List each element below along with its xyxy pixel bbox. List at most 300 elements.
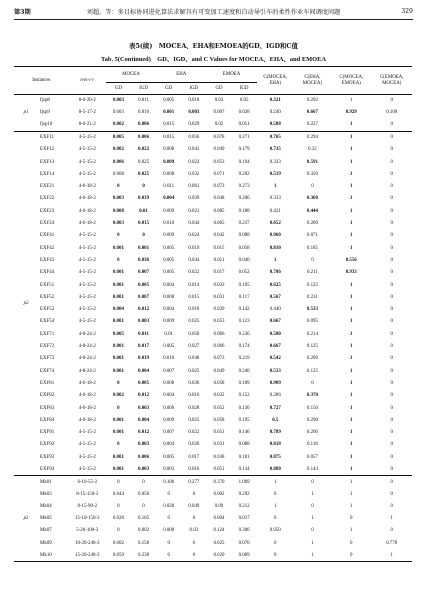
metric-cell: 1 — [350, 454, 353, 460]
instance-params: 4-5-15-2 — [78, 454, 96, 460]
metric-cell: 0.929 — [345, 110, 357, 116]
metric-cell: 0 — [390, 184, 393, 190]
instance-params: 4-5-15-2 — [78, 307, 96, 313]
metric-cell: 0.025 — [213, 540, 225, 546]
header-rule — [14, 19, 413, 20]
col-c-emoea-mocea: C(EMOEA, MOCEA) — [371, 67, 412, 95]
instance-name: EXF52 — [40, 294, 55, 300]
instance-params: 4-5-15-2 — [78, 294, 96, 300]
col-c-mocea-eha: C(MOCEA, EHA) — [257, 67, 294, 95]
metric-cell: 0 — [390, 294, 393, 300]
group-label: p2 — [23, 300, 29, 306]
metric-cell: 0.073 — [213, 356, 225, 362]
metric-cell: 0.001 — [112, 368, 124, 374]
metric-cell: 0.001 — [112, 430, 124, 436]
metric-cell: 0.004 — [112, 307, 124, 313]
instance-params: 4-6-18-2 — [78, 380, 96, 386]
table-row — [14, 316, 412, 328]
table-row — [14, 463, 412, 475]
metric-cell: 0.004 — [163, 196, 175, 202]
metric-cell: 0.020 — [213, 552, 225, 558]
metric-cell: 0 — [390, 417, 393, 423]
instance-name: EXF53 — [40, 307, 55, 313]
metric-cell: 0.001 — [112, 344, 124, 350]
metric-cell: 0.292 — [238, 491, 250, 497]
metric-cell: 0 — [311, 380, 314, 386]
metric-cell: 0 — [390, 380, 393, 386]
metric-cell: 0.003 — [112, 110, 124, 116]
metric-cell: 1 — [311, 491, 314, 497]
metric-cell: 0.010 — [163, 221, 175, 227]
metric-cell: 0.005 — [163, 454, 175, 460]
instance-name: EXF22 — [40, 196, 55, 202]
metric-cell: 0.012 — [138, 307, 150, 313]
metric-cell: 0.004 — [213, 516, 225, 522]
metric-cell: 0.015 — [213, 245, 225, 251]
metric-cell: 0.188 — [238, 208, 250, 214]
metric-cell: 0.003 — [112, 221, 124, 227]
metric-cell: 0.142 — [238, 307, 250, 313]
instance-params: 4-6-18-2 — [78, 393, 96, 399]
metric-cell: 0.002 — [112, 122, 124, 128]
metric-cell: 0.005 — [138, 380, 150, 386]
metric-cell: 0.360 — [306, 196, 318, 202]
metric-cell: 0.044 — [188, 257, 200, 263]
metric-cell: 0.029 — [188, 122, 200, 128]
metric-cell: 0.212 — [238, 503, 250, 509]
metric-cell: 0.011 — [138, 331, 149, 337]
metric-cell: 0.004 — [163, 282, 175, 288]
metric-cell: 0.025 — [138, 159, 150, 165]
metric-cell: 0.049 — [213, 368, 225, 374]
metric-cell: 0 — [117, 405, 120, 411]
metric-cell: 0 — [117, 233, 120, 239]
instance-name: Mk10 — [40, 552, 52, 558]
table-row — [14, 131, 412, 143]
metric-cell: 0.134 — [238, 466, 250, 472]
metric-cell: 0.051 — [238, 122, 250, 128]
metric-cell: 0.016 — [188, 466, 200, 472]
metric-cell: 0.053 — [213, 159, 225, 165]
metric-cell: 0.066 — [213, 344, 225, 350]
instance-name: EXF44 — [40, 270, 55, 276]
metric-cell: 0.004 — [138, 417, 150, 423]
instance-params: 4-6-18-2 — [78, 184, 96, 190]
table-row — [14, 488, 412, 500]
table-row — [14, 513, 412, 525]
instance-name: EXF51 — [40, 282, 55, 288]
metric-cell: 0.056 — [188, 331, 200, 337]
metric-cell: 0.292 — [306, 98, 318, 104]
metric-cell: 0.008 — [163, 528, 175, 534]
metric-cell: 0.778 — [386, 540, 398, 546]
metric-cell: 0 — [117, 479, 120, 485]
metric-cell: 0.200 — [306, 221, 318, 227]
metric-cell: 1 — [350, 393, 353, 399]
metric-cell: 0.009 — [163, 417, 175, 423]
metric-cell: 0.011 — [163, 184, 175, 190]
metric-cell: 1.069 — [238, 479, 250, 485]
metric-cell: 0 — [350, 552, 353, 558]
instance-name: EXF12 — [40, 147, 55, 153]
metric-cell: 0.240 — [238, 368, 250, 374]
metric-cell: 0.048 — [213, 196, 225, 202]
metric-cell: 1 — [350, 233, 353, 239]
instance-name: Mk05 — [40, 516, 52, 522]
col-c-eha-mocea: C(EHA, MOCEA) — [294, 67, 331, 95]
metric-cell: 1 — [350, 135, 353, 141]
metric-cell: 0.810 — [269, 245, 281, 251]
metric-cell: 0.005 — [138, 282, 150, 288]
metric-cell: 0.100 — [386, 110, 398, 116]
instance-params: 6-10-55-2 — [77, 479, 98, 485]
metric-cell: 0.028 — [238, 110, 250, 116]
metric-cell: 0 — [350, 540, 353, 546]
instance-params: 4-6-18-2 — [78, 405, 96, 411]
metric-cell: 1 — [350, 294, 353, 300]
metric-cell: 0.200 — [306, 356, 318, 362]
metric-cell: 0.333 — [269, 196, 281, 202]
running-header — [14, 5, 413, 17]
table-row — [14, 353, 412, 365]
metric-cell: 0.022 — [188, 159, 200, 165]
metric-cell: 1 — [274, 503, 277, 509]
metric-cell: 0.007 — [163, 430, 175, 436]
metric-cell: 0.002 — [213, 491, 225, 497]
table-row — [14, 291, 412, 303]
metric-cell: 0.061 — [188, 184, 200, 190]
metric-cell: 1 — [350, 245, 353, 251]
metric-cell: 0.818 — [269, 442, 281, 448]
metric-cell: 0.202 — [238, 171, 250, 177]
instance-name: Mk04 — [40, 503, 52, 509]
metric-cell: 0.290 — [306, 417, 318, 423]
metric-cell: 0 — [311, 479, 314, 485]
metric-cell: 0.933 — [345, 270, 357, 276]
metric-cell: 1 — [274, 479, 277, 485]
table-row — [14, 549, 412, 561]
metric-cell: 0.002 — [112, 393, 124, 399]
instance-params: 8-15-150-3 — [76, 491, 99, 497]
instance-params: 8-5-17-2 — [78, 110, 96, 116]
metric-cell: 0.667 — [269, 344, 281, 350]
metric-cell: 0.017 — [138, 344, 150, 350]
metric-cell: 0.048 — [188, 356, 200, 362]
col-mocea-gd: GD — [106, 83, 131, 95]
instance-name: EXF72 — [40, 344, 55, 350]
instance-params: 4-6-18-2 — [78, 221, 96, 227]
table-header — [14, 67, 412, 95]
metric-cell: 0 — [390, 221, 393, 227]
metric-cell: 0.017 — [188, 454, 200, 460]
metric-cell: 0.003 — [138, 319, 150, 325]
metric-cell: 0 — [390, 479, 393, 485]
instance-params: 8-6-20-2 — [78, 98, 96, 104]
metric-cell: 0.5 — [272, 417, 279, 423]
instance-params: 4-8-24-2 — [78, 331, 96, 337]
table-row — [14, 414, 412, 426]
table-row — [14, 193, 412, 205]
metric-cell: 0.069 — [238, 552, 250, 558]
metric-cell: 0 — [274, 540, 277, 546]
metric-cell: 0.007 — [138, 294, 150, 300]
metric-cell: 1 — [350, 208, 353, 214]
metric-cell: 0.533 — [269, 368, 281, 374]
metric-cell: 0.007 — [138, 270, 150, 276]
metric-cell: 1 — [350, 356, 353, 362]
metric-cell: 0.185 — [306, 245, 318, 251]
metric-cell: 0.533 — [306, 307, 318, 313]
metric-cell: 0.003 — [138, 405, 150, 411]
metric-cell: 0.038 — [213, 454, 225, 460]
metric-cell: 0.012 — [138, 430, 150, 436]
metric-cell: 0 — [390, 503, 393, 509]
metric-cell: 0.004 — [163, 307, 175, 313]
instance-params: 4-5-15-2 — [78, 171, 96, 177]
metric-cell: 0 — [390, 196, 393, 202]
metric-cell: 0 — [350, 516, 353, 522]
metric-cell: 0.001 — [112, 282, 124, 288]
metric-cell: 0.370 — [213, 479, 225, 485]
instance-params: 4-5-15-2 — [78, 270, 96, 276]
metric-cell: 0.09 — [214, 503, 224, 509]
instance-params: 4-5-15-2 — [78, 159, 96, 165]
table-row — [14, 304, 412, 316]
metric-cell: 0.019 — [188, 245, 200, 251]
metric-cell: 0.012 — [138, 393, 150, 399]
metric-cell: 0 — [311, 184, 314, 190]
metric-cell: 0.124 — [213, 528, 225, 534]
metric-cell: 1 — [350, 196, 353, 202]
metric-cell: 0.789 — [269, 430, 281, 436]
metric-cell: 1 — [350, 221, 353, 227]
metric-cell: 0.591 — [306, 159, 318, 165]
metric-cell: 0 — [390, 208, 393, 214]
metric-cell: 0.001 — [163, 110, 175, 116]
metric-cell: 0.125 — [306, 282, 318, 288]
metric-cell: 1 — [350, 405, 353, 411]
metric-cell: 0.009 — [163, 159, 175, 165]
metric-cell: 0.350 — [306, 171, 318, 177]
metric-cell: 0.058 — [213, 380, 225, 386]
metric-cell: 0.025 — [188, 368, 200, 374]
metric-cell: 0.003 — [112, 196, 124, 202]
metric-cell: 0.200 — [306, 430, 318, 436]
metric-cell: 0.028 — [112, 516, 124, 522]
metric-cell: 0.008 — [163, 147, 175, 153]
metric-cell: 1 — [350, 430, 353, 436]
instance-name: EXF84 — [40, 417, 55, 423]
instance-name: Mk01 — [40, 479, 52, 485]
metric-cell: 0 — [390, 491, 393, 497]
metric-cell: 0.32 — [308, 147, 317, 153]
metric-cell: 0.240 — [269, 110, 281, 116]
table-row — [14, 242, 412, 254]
metric-cell: 0 — [390, 368, 393, 374]
metric-cell: 1 — [350, 307, 353, 313]
col-emoea-igd: IGD — [232, 83, 257, 95]
metric-cell: 0 — [142, 479, 145, 485]
metric-cell: 0.219 — [238, 356, 250, 362]
col-mocea-igd: IGD — [131, 83, 156, 95]
metric-cell: 0.001 — [112, 356, 124, 362]
metric-cell: 0.002 — [138, 528, 150, 534]
metric-cell: 0 — [390, 135, 393, 141]
metric-cell: 0.174 — [238, 344, 250, 350]
metric-cell: 0 — [390, 171, 393, 177]
table-row — [14, 439, 412, 451]
metric-cell: 0.005 — [163, 257, 175, 263]
table-body — [14, 95, 412, 562]
table-caption-en: Tab. 5(Continued) GD、IGD、and C Values for MOCEA、EHA、and EMOEA — [101, 56, 326, 63]
table-row — [14, 377, 412, 389]
col-c-mocea-emoea: C(MOCEA, EMOEA) — [331, 67, 371, 95]
metric-cell: 0.005 — [163, 344, 175, 350]
metric-cell: 0.130 — [238, 405, 250, 411]
metric-cell: 0.421 — [269, 208, 281, 214]
instance-params: 4-5-15-2 — [78, 245, 96, 251]
metric-cell: 0.010 — [163, 356, 175, 362]
metric-cell: 0 — [390, 159, 393, 165]
metric-cell: 0.003 — [138, 442, 150, 448]
metric-cell: 0.040 — [238, 257, 250, 263]
metric-cell: 0 — [117, 442, 120, 448]
metric-cell: 0.078 — [213, 135, 225, 141]
metric-cell: 0 — [390, 319, 393, 325]
metric-cell: 0.02 — [214, 122, 224, 128]
metric-cell: 1 — [350, 171, 353, 177]
metric-cell: 1 — [350, 98, 353, 104]
metric-cell: 1 — [350, 282, 353, 288]
metric-cell: 0.016 — [138, 110, 150, 116]
metric-cell: 0.440 — [269, 307, 281, 313]
metric-cell: 0 — [390, 356, 393, 362]
instance-params: 4-5-15-2 — [78, 442, 96, 448]
results-table — [14, 66, 412, 562]
metric-cell: 0.022 — [188, 270, 200, 276]
metric-cell: 0.206 — [238, 196, 250, 202]
instance-name: EXF11 — [40, 135, 54, 141]
metric-cell: 0 — [117, 528, 120, 534]
metric-cell: 0.025 — [138, 171, 150, 177]
metric-cell: 0.053 — [213, 319, 225, 325]
metric-cell: 0.088 — [238, 233, 250, 239]
metric-cell: 1 — [311, 540, 314, 546]
metric-cell: 0.006 — [138, 135, 150, 141]
table-row — [14, 279, 412, 291]
metric-cell: 0.058 — [138, 491, 150, 497]
metric-cell: 0.001 — [112, 245, 124, 251]
metric-cell: 0 — [117, 257, 120, 263]
metric-cell: 0 — [167, 491, 170, 497]
table-row — [14, 168, 412, 180]
metric-cell: 0.042 — [213, 233, 225, 239]
table-row — [14, 95, 412, 107]
metric-cell: 1 — [350, 184, 353, 190]
table-row — [14, 402, 412, 414]
metric-cell: 0.231 — [306, 294, 318, 300]
table-row — [14, 254, 412, 266]
metric-cell: 0.195 — [238, 417, 250, 423]
group-label: p1 — [23, 110, 29, 116]
metric-cell: 0.001 — [112, 294, 124, 300]
metric-cell: 0.667 — [269, 319, 281, 325]
metric-cell: 0.146 — [238, 430, 250, 436]
metric-cell: 0.588 — [269, 122, 281, 128]
metric-cell: 0.667 — [306, 110, 318, 116]
metric-cell: 1 — [274, 257, 277, 263]
table-row — [14, 156, 412, 168]
instance-name: EXF71 — [40, 331, 55, 337]
metric-cell: 0.008 — [112, 208, 124, 214]
instance-params: 4-6-18-2 — [78, 208, 96, 214]
metric-cell: 0 — [390, 270, 393, 276]
metric-cell: 0.003 — [138, 466, 150, 472]
metric-cell: 0.071 — [306, 233, 318, 239]
metric-cell: 0.002 — [112, 147, 124, 153]
col-emoea-gd: GD — [206, 83, 231, 95]
metric-cell: 0.003 — [188, 110, 200, 116]
metric-cell: 0.014 — [188, 282, 200, 288]
metric-cell: 0.070 — [238, 540, 250, 546]
metric-cell: 0.039 — [213, 307, 225, 313]
col-eha-igd: IGD — [181, 83, 206, 95]
col-emoea: EMOEA — [206, 67, 256, 83]
metric-cell: 0.028 — [163, 503, 175, 509]
metric-cell: 0.085 — [213, 208, 225, 214]
instance-name: EXF41 — [40, 233, 55, 239]
page-number: 329 — [401, 7, 413, 15]
metric-cell: 0.044 — [188, 221, 200, 227]
instance-params: 4-8-24-2 — [78, 368, 96, 374]
metric-cell: 0.001 — [112, 417, 124, 423]
metric-cell: 0.008 — [163, 294, 175, 300]
metric-cell: 0.005 — [112, 135, 124, 141]
metric-cell: 0.052 — [213, 405, 225, 411]
metric-cell: 0.006 — [138, 454, 150, 460]
metric-cell: 0.727 — [269, 405, 281, 411]
metric-cell: 0.006 — [112, 159, 124, 165]
metric-cell: 0 — [311, 528, 314, 534]
instance-params: 4-5-15-2 — [78, 233, 96, 239]
instance-name: EXF82 — [40, 393, 55, 399]
metric-cell: 0 — [274, 552, 277, 558]
metric-cell: 0.238 — [138, 552, 150, 558]
metric-cell: 0.500 — [269, 331, 281, 337]
instance-name: EXF92 — [40, 442, 55, 448]
metric-cell: 0 — [390, 307, 393, 313]
metric-cell: 0.01 — [139, 208, 148, 214]
instance-name: EXF42 — [40, 245, 55, 251]
instance-params: 4-8-24-2 — [78, 356, 96, 362]
metric-cell: 0.117 — [238, 294, 250, 300]
metric-cell: 0.101 — [238, 454, 250, 460]
running-title: 刘超，等：多目标协同进化算法求解具有可变加工速度和自动导引车的柔性作业车间调度问题 — [86, 8, 341, 16]
metric-cell: 0.015 — [188, 294, 200, 300]
metric-cell: 1 — [350, 344, 353, 350]
metric-cell: 0.008 — [163, 380, 175, 386]
metric-cell: 0.095 — [306, 319, 318, 325]
metric-cell: 0 — [390, 430, 393, 436]
metric-cell: 0.022 — [188, 430, 200, 436]
metric-cell: 0.236 — [238, 331, 250, 337]
metric-cell: 1 — [350, 479, 353, 485]
metric-cell: 0.005 — [163, 270, 175, 276]
metric-cell: 0.003 — [163, 466, 175, 472]
metric-cell: 0.044 — [112, 491, 124, 497]
metric-cell: 0.03 — [189, 528, 199, 534]
metric-cell: 0.306 — [238, 528, 250, 534]
